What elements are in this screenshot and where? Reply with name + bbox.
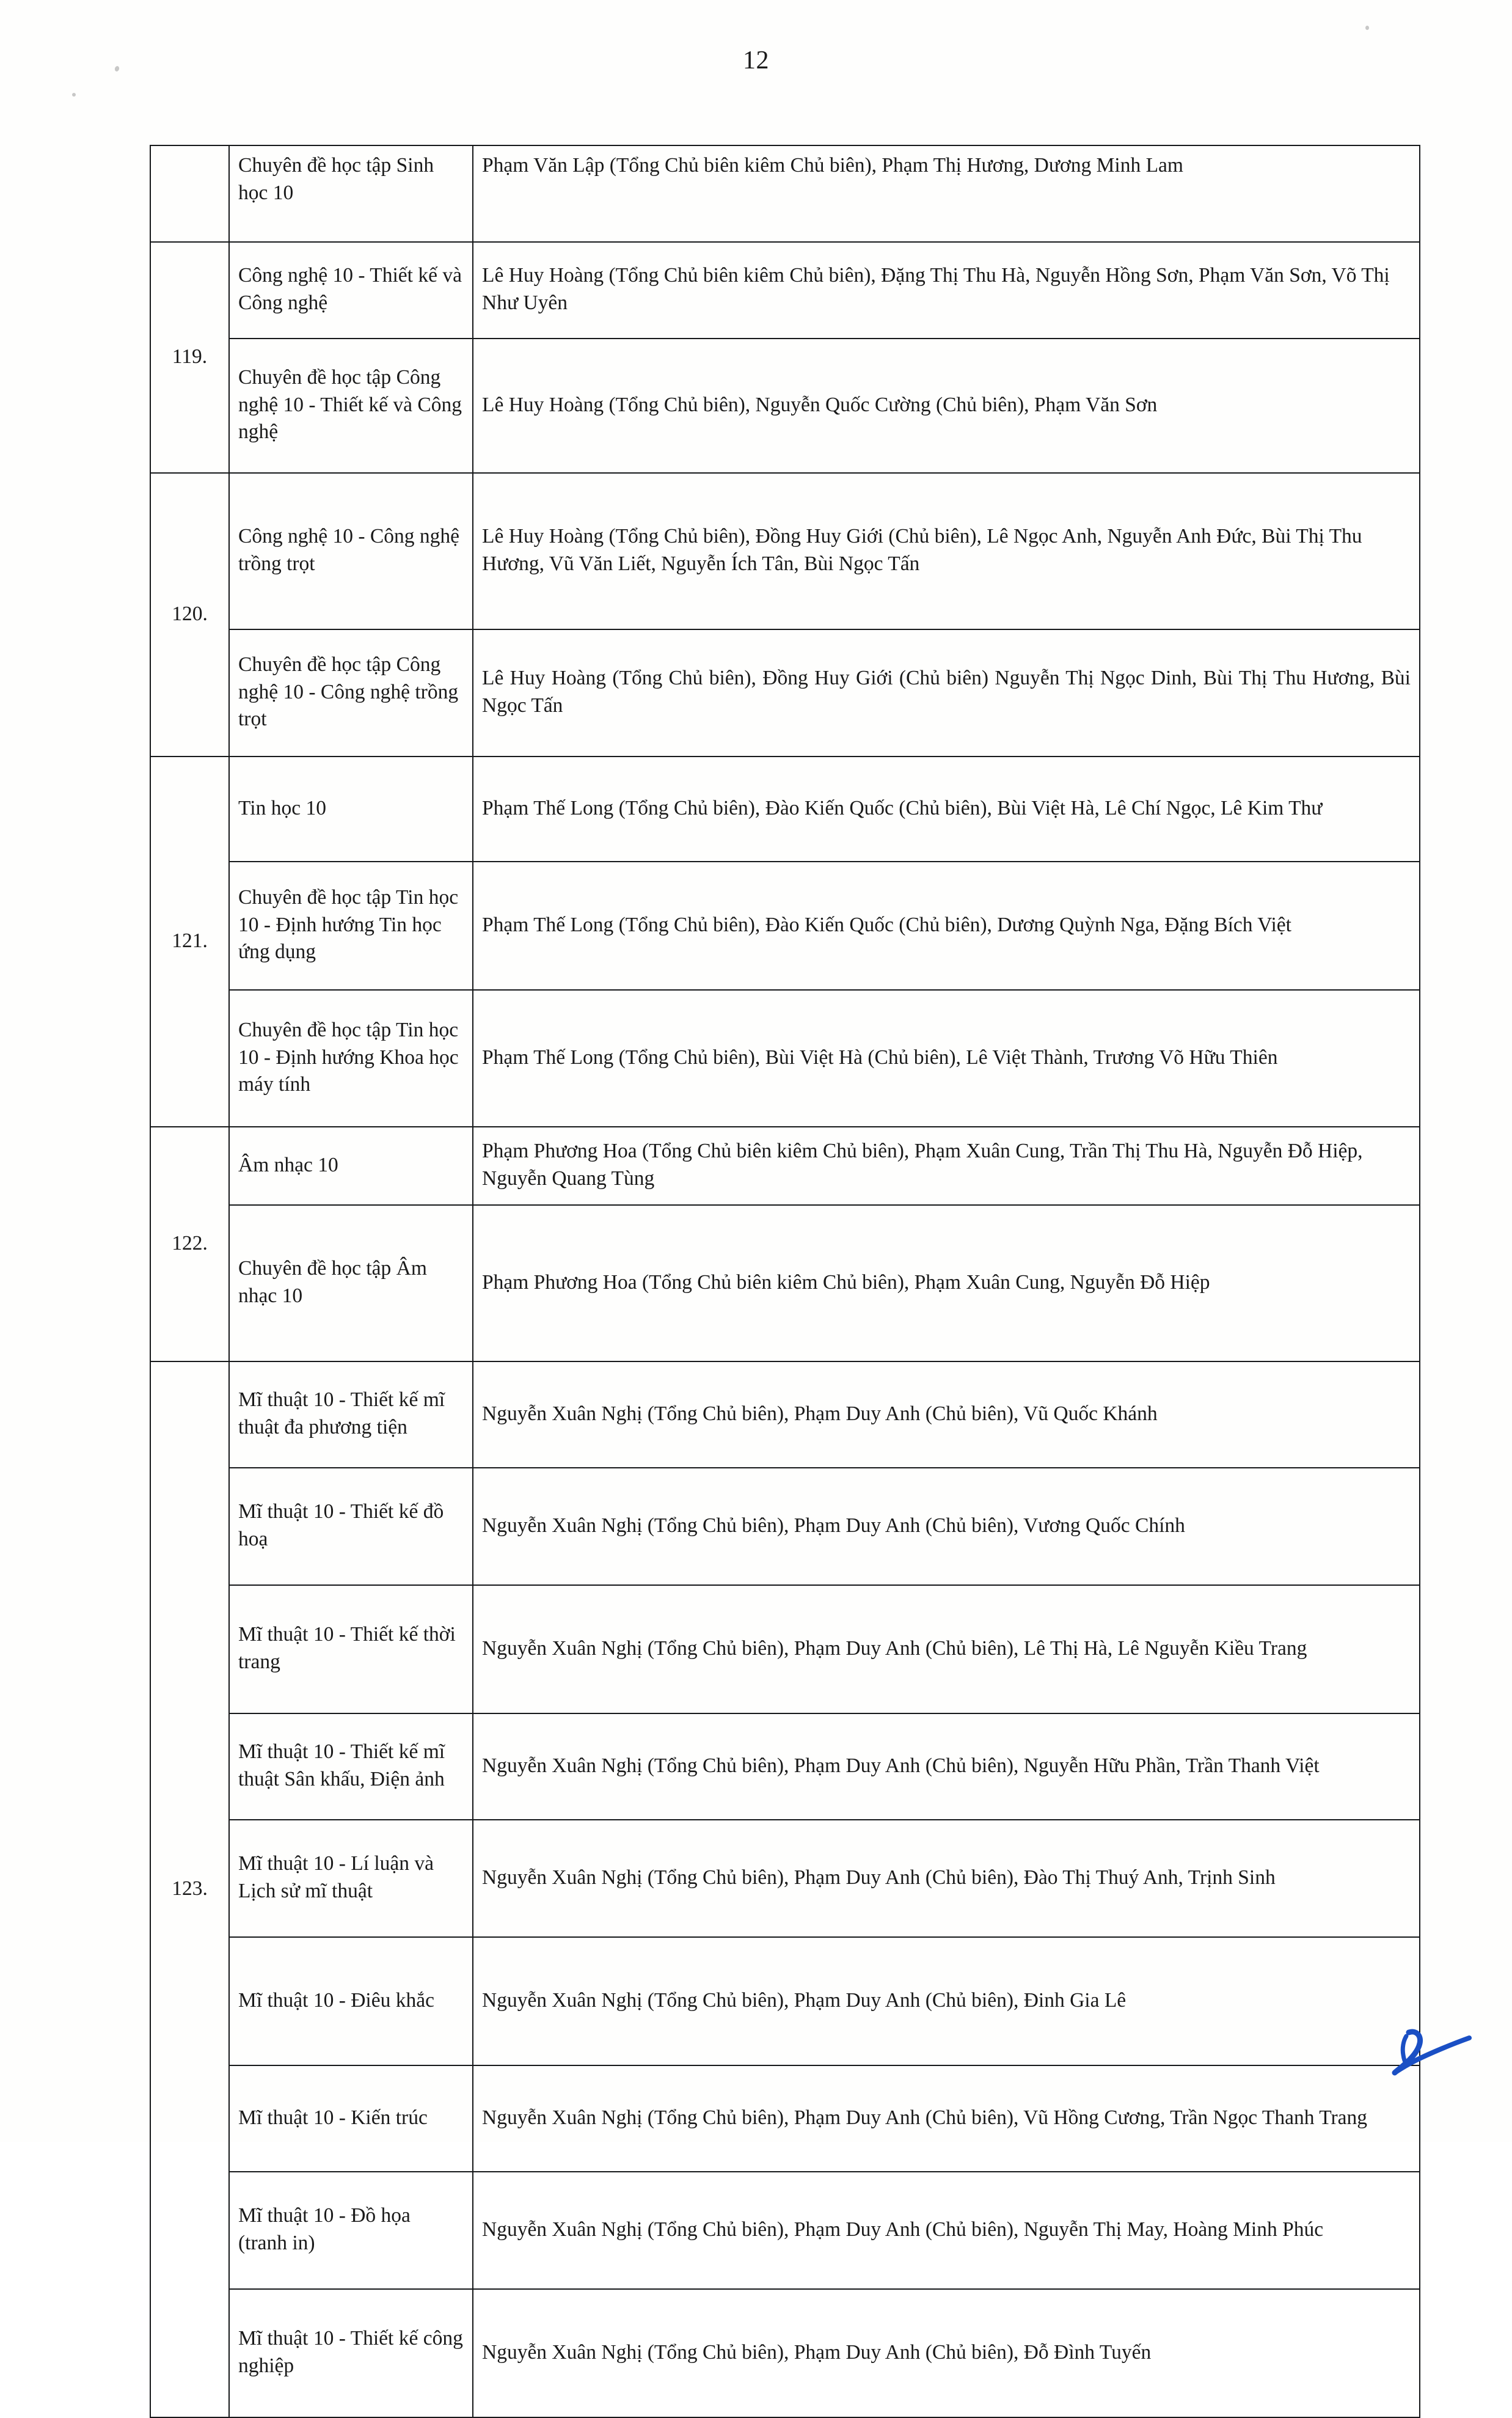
book-title-cell: Mĩ thuật 10 - Lí luận và Lịch sử mĩ thuật — [229, 1820, 473, 1937]
table-row — [150, 2172, 1420, 2289]
table-row — [150, 629, 1420, 757]
row-number-cell: 123. — [150, 1361, 229, 2417]
authors-cell: Nguyễn Xuân Nghị (Tổng Chủ biên), Phạm Duy Anh (Chủ biên), Vũ Quốc Khánh — [473, 1361, 1420, 1468]
authors-cell: Nguyễn Xuân Nghị (Tổng Chủ biên), Phạm Duy Anh (Chủ biên), Đinh Gia Lê — [473, 1937, 1420, 2065]
book-title-cell: Chuyên đề học tập Sinh học 10 — [229, 145, 473, 242]
scan-speck — [1365, 26, 1369, 30]
authors-cell: Nguyễn Xuân Nghị (Tổng Chủ biên), Phạm Duy Anh (Chủ biên), Lê Thị Hà, Lê Nguyễn Kiều Trang — [473, 1585, 1420, 1713]
table-row — [150, 862, 1420, 990]
table-row — [150, 1468, 1420, 1585]
row-number-cell: 119. — [150, 242, 229, 473]
book-title-cell: Mĩ thuật 10 - Thiết kế công nghiệp — [229, 2289, 473, 2417]
book-title-cell: Mĩ thuật 10 - Đồ họa (tranh in) — [229, 2172, 473, 2289]
table-row — [150, 1937, 1420, 2065]
book-title-cell: Công nghệ 10 - Thiết kế và Công nghệ — [229, 242, 473, 339]
table-row — [150, 145, 1420, 242]
table-row — [150, 1713, 1420, 1820]
authors-cell: Lê Huy Hoàng (Tổng Chủ biên), Đồng Huy Giới (Chủ biên) Nguyễn Thị Ngọc Dinh, Bùi Thị Thu Hương, Bùi Ngọc Tấn — [473, 629, 1420, 757]
book-title-cell: Mĩ thuật 10 - Thiết kế mĩ thuật đa phương tiện — [229, 1361, 473, 1468]
authors-cell: Lê Huy Hoàng (Tổng Chủ biên), Đồng Huy Giới (Chủ biên), Lê Ngọc Anh, Nguyễn Anh Đức, Bùi Thị Thu Hương, Vũ Văn Liết, Nguyễn Ích Tân, Bùi Ngọc Tấn — [473, 473, 1420, 629]
authors-cell: Phạm Phương Hoa (Tổng Chủ biên kiêm Chủ biên), Phạm Xuân Cung, Nguyễn Đỗ Hiệp — [473, 1205, 1420, 1361]
authors-cell: Phạm Văn Lập (Tổng Chủ biên kiêm Chủ biên), Phạm Thị Hương, Dương Minh Lam — [473, 145, 1420, 242]
table-row — [150, 1127, 1420, 1205]
table-row — [150, 242, 1420, 339]
authors-cell: Nguyễn Xuân Nghị (Tổng Chủ biên), Phạm Duy Anh (Chủ biên), Nguyễn Hữu Phần, Trần Thanh Việt — [473, 1713, 1420, 1820]
authors-cell: Nguyễn Xuân Nghị (Tổng Chủ biên), Phạm Duy Anh (Chủ biên), Nguyễn Thị May, Hoàng Minh Phúc — [473, 2172, 1420, 2289]
book-title-cell: Mĩ thuật 10 - Thiết kế thời trang — [229, 1585, 473, 1713]
table-row — [150, 2289, 1420, 2417]
book-title-cell: Mĩ thuật 10 - Thiết kế mĩ thuật Sân khấu, Điện ảnh — [229, 1713, 473, 1820]
book-title-cell: Chuyên đề học tập Tin học 10 - Định hướng Khoa học máy tính — [229, 990, 473, 1127]
authors-cell: Nguyễn Xuân Nghị (Tổng Chủ biên), Phạm Duy Anh (Chủ biên), Đỗ Đình Tuyến — [473, 2289, 1420, 2417]
book-title-cell: Chuyên đề học tập Công nghệ 10 - Công nghệ trồng trọt — [229, 629, 473, 757]
textbook-list-table-wrapper — [150, 145, 1419, 2418]
authors-cell: Lê Huy Hoàng (Tổng Chủ biên), Nguyễn Quốc Cường (Chủ biên), Phạm Văn Sơn — [473, 339, 1420, 473]
table-row — [150, 1585, 1420, 1713]
authors-cell: Phạm Thế Long (Tổng Chủ biên), Đào Kiến Quốc (Chủ biên), Bùi Việt Hà, Lê Chí Ngọc, Lê Kim Thư — [473, 757, 1420, 862]
table-row — [150, 339, 1420, 473]
book-title-cell: Mĩ thuật 10 - Kiến trúc — [229, 2065, 473, 2172]
authors-cell: Lê Huy Hoàng (Tổng Chủ biên kiêm Chủ biên), Đặng Thị Thu Hà, Nguyễn Hồng Sơn, Phạm Văn Sơn, Võ Thị Như Uyên — [473, 242, 1420, 339]
row-number-cell: 122. — [150, 1127, 229, 1361]
table-row — [150, 757, 1420, 862]
page-number: 12 — [743, 46, 769, 75]
book-title-cell: Âm nhạc 10 — [229, 1127, 473, 1205]
row-number-cell: 121. — [150, 757, 229, 1127]
table-row — [150, 473, 1420, 629]
book-title-cell: Chuyên đề học tập Tin học 10 - Định hướng Tin học ứng dụng — [229, 862, 473, 990]
table-row — [150, 1820, 1420, 1937]
authors-cell: Phạm Phương Hoa (Tổng Chủ biên kiêm Chủ biên), Phạm Xuân Cung, Trần Thị Thu Hà, Nguyễn Đỗ Hiệp, Nguyễn Quang Tùng — [473, 1127, 1420, 1205]
authors-cell: Nguyễn Xuân Nghị (Tổng Chủ biên), Phạm Duy Anh (Chủ biên), Đào Thị Thuý Anh, Trịnh Sinh — [473, 1820, 1420, 1937]
authors-cell: Nguyễn Xuân Nghị (Tổng Chủ biên), Phạm Duy Anh (Chủ biên), Vương Quốc Chính — [473, 1468, 1420, 1585]
book-title-cell: Tin học 10 — [229, 757, 473, 862]
table-row — [150, 2065, 1420, 2172]
row-number-cell: 120. — [150, 473, 229, 757]
book-title-cell: Mĩ thuật 10 - Điêu khắc — [229, 1937, 473, 2065]
authors-cell: Nguyễn Xuân Nghị (Tổng Chủ biên), Phạm Duy Anh (Chủ biên), Vũ Hồng Cương, Trần Ngọc Thanh Trang — [473, 2065, 1420, 2172]
book-title-cell: Chuyên đề học tập Âm nhạc 10 — [229, 1205, 473, 1361]
row-number-cell — [150, 145, 229, 242]
table-row — [150, 1361, 1420, 1468]
table-row — [150, 990, 1420, 1127]
book-title-cell: Công nghệ 10 - Công nghệ trồng trọt — [229, 473, 473, 629]
authors-cell: Phạm Thế Long (Tổng Chủ biên), Bùi Việt Hà (Chủ biên), Lê Việt Thành, Trương Võ Hữu Thiên — [473, 990, 1420, 1127]
book-title-cell: Chuyên đề học tập Công nghệ 10 - Thiết kế và Công nghệ — [229, 339, 473, 473]
table-row — [150, 1205, 1420, 1361]
textbook-list-table — [150, 145, 1420, 2418]
scan-speck — [72, 93, 76, 97]
authors-cell: Phạm Thế Long (Tổng Chủ biên), Đào Kiến Quốc (Chủ biên), Dương Quỳnh Nga, Đặng Bích Việt — [473, 862, 1420, 990]
book-title-cell: Mĩ thuật 10 - Thiết kế đồ hoạ — [229, 1468, 473, 1585]
